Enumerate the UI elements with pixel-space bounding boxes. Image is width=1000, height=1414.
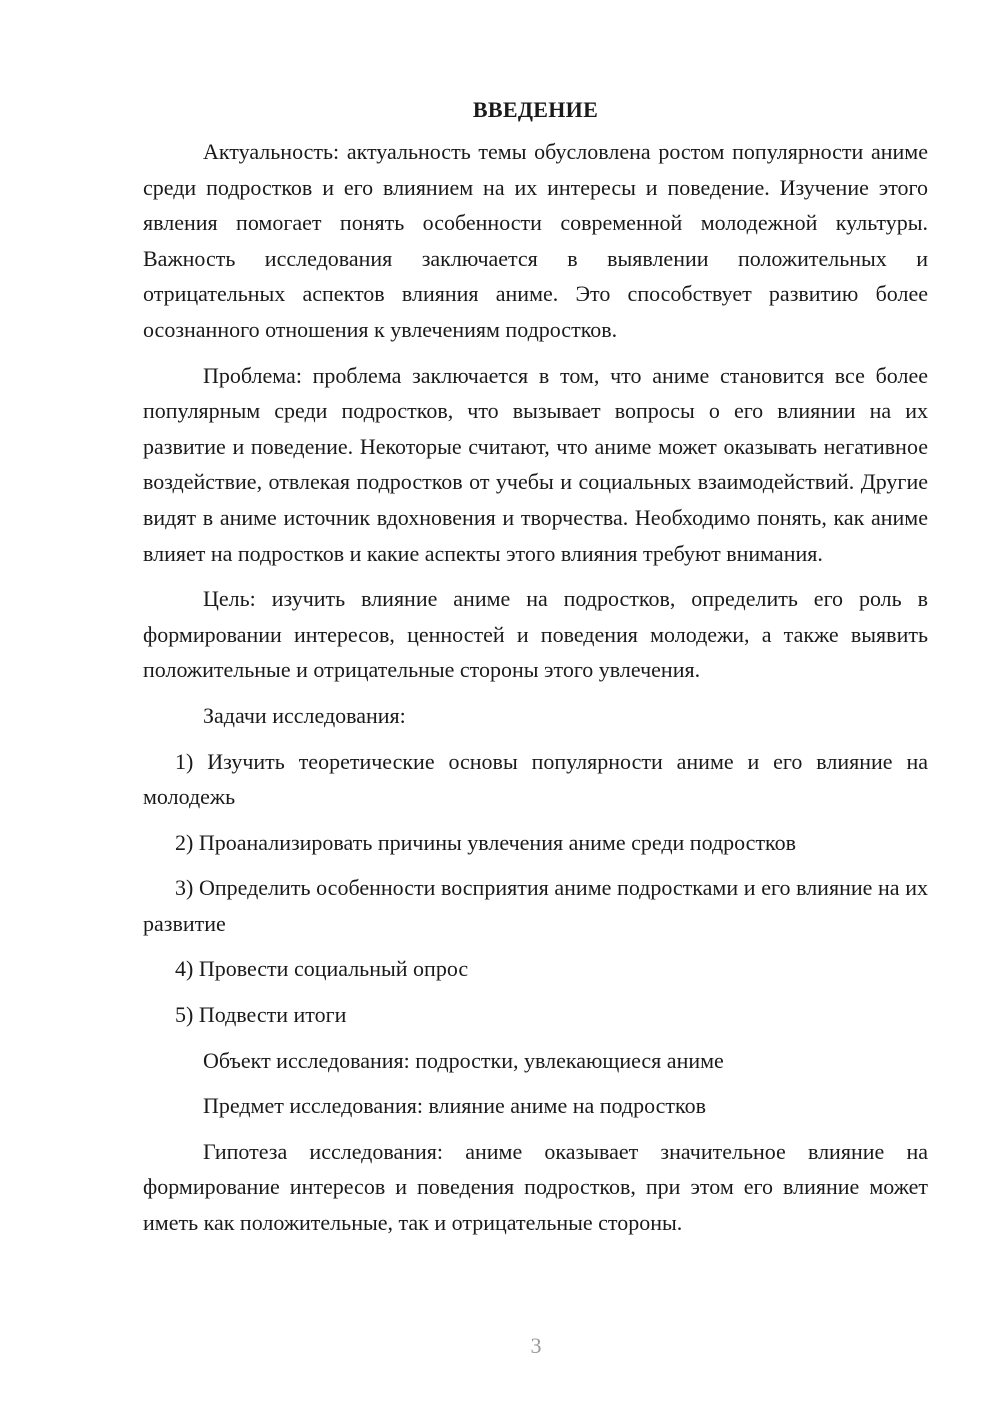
task-item-1: 1) Изучить теоретические основы популярности аниме и его влияние на молодежь bbox=[143, 748, 928, 810]
object-paragraph: Объект исследования: подростки, увлекающиеся аниме bbox=[203, 1047, 724, 1073]
page-number: 3 bbox=[530, 1333, 542, 1358]
section-title: ВВЕДЕНИЕ bbox=[472, 97, 599, 122]
goal-paragraph: Цель: изучить влияние аниме на подростков, определить его роль в формировании интересов, ценностей и поведения молодежи, а также выявить положительные и отрицательные стороны этого увлечения. bbox=[143, 586, 928, 683]
task-item-4: 4) Провести социальный опрос bbox=[175, 956, 469, 982]
task-item-2: 2) Проанализировать причины увлечения аниме среди подростков bbox=[175, 829, 797, 855]
document-page bbox=[143, 92, 928, 1251]
hypothesis-paragraph: Гипотеза исследования: аниме оказывает значительное влияние на формирование интересов и поведения подростков, при этом его влияние может иметь как положительные, так и отрицательные стороны. bbox=[143, 1138, 928, 1236]
task-item-5: 5) Подвести итоги bbox=[175, 1002, 347, 1028]
task-item-3: 3) Определить особенности восприятия аниме подростками и его влияние на их развитие bbox=[143, 875, 928, 936]
tasks-heading: Задачи исследования: bbox=[203, 702, 406, 728]
subject-paragraph: Предмет исследования: влияние аниме на подростков bbox=[203, 1093, 706, 1119]
relevance-paragraph: Актуальность: актуальность темы обусловлена ростом популярности аниме среди подростков и его влиянием на их интересы и поведение. Изучение этого явления помогает понять особенности современной молодежной культуры. Важность исследования заключается в выявлении положительных и отрицательных аспектов влияния аниме. Это способствует развитию более осознанного отношения к увлечениям подростков. bbox=[143, 139, 928, 342]
problem-paragraph: Проблема: проблема заключается в том, что аниме становится все более популярным среди подростков, что вызывает вопросы о его влиянии на их развитие и поведение. Некоторые считают, что аниме может оказывать негативное воздействие, отвлекая подростков от учебы и социальных взаимодействий. Другие видят в аниме источник вдохновения и творчества. Необходимо понять, как аниме влияет на подростков и какие аспекты этого влияния требуют внимания. bbox=[143, 362, 928, 566]
